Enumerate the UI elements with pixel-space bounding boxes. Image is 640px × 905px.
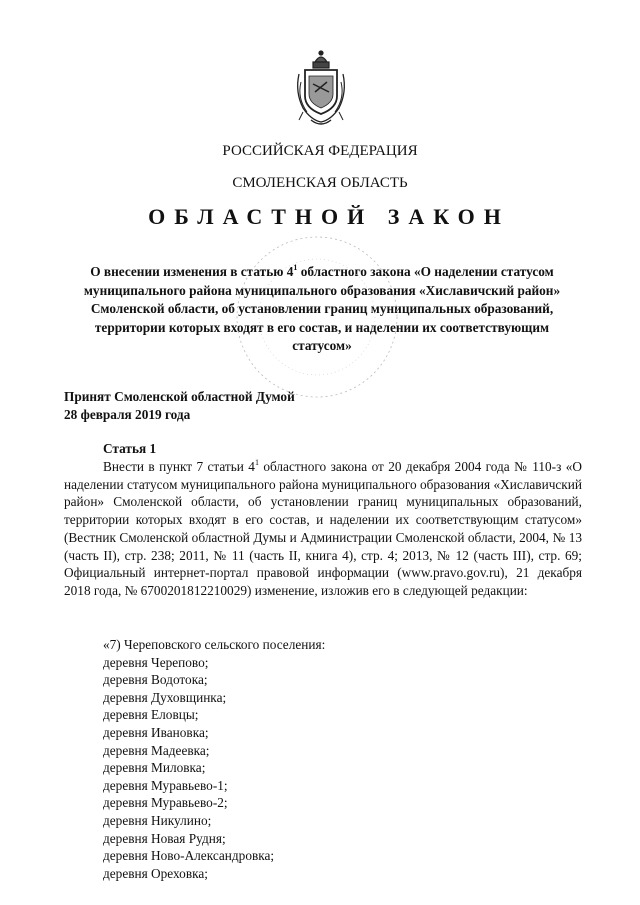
- country-heading: РОССИЙСКАЯ ФЕДЕРАЦИЯ: [222, 143, 418, 159]
- list-item: деревня Муравьево-1;: [103, 777, 228, 793]
- list-item: деревня Новая Рудня;: [103, 830, 226, 846]
- list-item: «7) Череповского сельского поселения:: [103, 637, 326, 652]
- list-item: деревня Миловка;: [103, 760, 206, 776]
- article-text-part1: Внести в пункт 7 статьи 4: [103, 459, 255, 474]
- law-title-superscript: 1: [293, 263, 298, 272]
- adoption-line: Принят Смоленской областной Думой: [64, 389, 295, 404]
- list-item: деревня Ивановка;: [103, 724, 209, 740]
- settlement-list: [103, 636, 325, 882]
- list-item: деревня Черепово;: [103, 654, 209, 670]
- adoption-date: 28 февраля 2019 года: [64, 407, 191, 422]
- article-text: [64, 458, 582, 600]
- article-text-part2: областного закона от 20 декабря 2004 года № 110-з «О наделении статусом муниципального района муниципального образования «Хиславичский район» Смоленской области, об установлении границ муниципальных образований, территории которых входят в его состав, и наделении их соответствующим статусом» (Вестник Смоленской областной Думы и Администрации Смоленской области, 2004, № 13 (часть II), стр. 238; 2011, № 11 (часть II, книга 4), стр. 4; 2013, № 12 (часть III), стр. 69; Официальный интернет-портал правовой информации (www.pravo.gov.ru), 21 декабря 2018 года, № 6700201812210029) изменение, изложив его в следующей редакции:: [64, 459, 582, 598]
- list-item: деревня Мадеевка;: [103, 742, 210, 758]
- adoption-note: [64, 388, 295, 424]
- coat-of-arms-icon: [293, 48, 349, 130]
- list-item: деревня Еловцы;: [103, 707, 199, 723]
- article-heading: Статья 1: [103, 441, 157, 456]
- list-item: деревня Ореховка;: [103, 865, 208, 881]
- region-heading: СМОЛЕНСКАЯ ОБЛАСТЬ: [232, 175, 408, 191]
- list-item: деревня Ново-Александровка;: [103, 848, 275, 864]
- article-text-superscript: 1: [254, 458, 259, 467]
- law-title-part1: О внесении изменения в статью 4: [90, 264, 294, 279]
- list-item: деревня Никулино;: [103, 812, 212, 828]
- law-title-part2: областного закона «О наделении статусом муниципального района муниципального образования «Хиславичский район» Смоленской области, об установлении границ муниципальных образований, территории которых входят в его состав, и наделении их соответствующим статусом»: [83, 264, 561, 353]
- list-item: деревня Муравьево-2;: [103, 795, 228, 811]
- law-title: [72, 263, 572, 356]
- list-item: деревня Водотока;: [103, 672, 208, 688]
- list-item: деревня Духовщинка;: [103, 689, 227, 705]
- document-type-heading: ОБЛАСТНОЙ ЗАКОН: [148, 204, 510, 229]
